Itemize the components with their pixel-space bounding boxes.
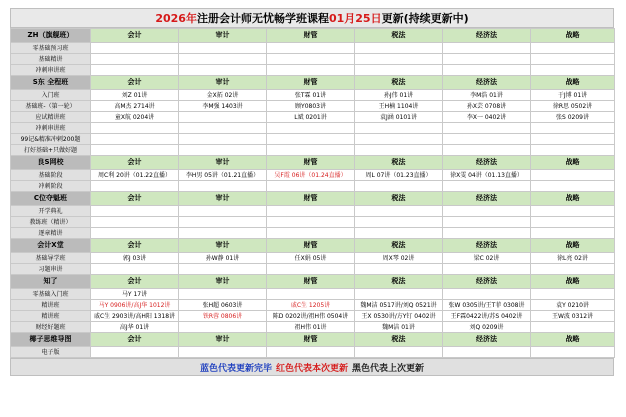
lesson-cell: [267, 206, 355, 217]
lesson-cell: [355, 54, 443, 65]
lesson-cell: 张H超 0603讲: [179, 300, 267, 311]
table-row: [11, 112, 615, 123]
subject-header: 经济法: [443, 275, 531, 289]
lesson-cell: 孙W静 01讲: [179, 253, 267, 264]
course-stage-label: 打好基础+只做好题: [11, 145, 91, 156]
subject-header: 会计: [91, 156, 179, 170]
schedule-sheet: [10, 8, 614, 412]
title-course-name: 注册会计师无忧畅学班课程: [196, 12, 329, 25]
lesson-cell: [355, 289, 443, 300]
lesson-cell: 马Y 17讲: [91, 289, 179, 300]
title-date: 01月25日: [328, 12, 382, 25]
section-header-row: [11, 239, 615, 253]
table-row: [11, 289, 615, 300]
lesson-cell: [531, 65, 615, 76]
legend-blue: 蓝色代表更新完毕: [199, 363, 272, 374]
lesson-cell: [443, 134, 531, 145]
lesson-cell: 马Y 0906讲/高J华 1012讲: [91, 300, 179, 311]
lesson-cell: [179, 322, 267, 333]
table-row: [11, 181, 615, 192]
table-row: [11, 90, 615, 101]
lesson-cell: [443, 228, 531, 239]
table-row: [11, 145, 615, 156]
lesson-cell: [355, 217, 443, 228]
provider-name: S东 全程班: [11, 76, 91, 90]
table-row: [11, 347, 615, 358]
provider-name: 良S网校: [11, 156, 91, 170]
lesson-cell: [531, 322, 615, 333]
subject-header: 财管: [267, 76, 355, 90]
subject-header: 税法: [355, 29, 443, 43]
title-year: 2026年: [155, 12, 197, 25]
legend-black: 黑色代表上次更新: [352, 363, 425, 374]
section-header-row: [11, 29, 615, 43]
course-stage-label: 基础精讲: [11, 54, 91, 65]
page-title: [10, 8, 614, 28]
course-stage-label: 冲刺串讲班: [11, 65, 91, 76]
lesson-cell: [443, 289, 531, 300]
legend-footer: [10, 358, 614, 376]
subject-header: 会计: [91, 239, 179, 253]
course-stage-label: 零基础入门班: [11, 289, 91, 300]
subject-header: 经济法: [443, 76, 531, 90]
lesson-cell: 徐L亮 02讲: [531, 253, 615, 264]
table-row: [11, 54, 615, 65]
lesson-cell: 张T霖 01讲: [267, 90, 355, 101]
lesson-cell: [179, 123, 267, 134]
lesson-cell: [179, 347, 267, 358]
lesson-cell: [531, 347, 615, 358]
lesson-cell: 祖H伟 01讲: [267, 322, 355, 333]
lesson-cell: 刘Z 01讲: [91, 90, 179, 101]
course-stage-label: 入门班: [11, 90, 91, 101]
subject-header: 税法: [355, 239, 443, 253]
lesson-cell: 王W波 0312讲: [531, 311, 615, 322]
section-header-row: [11, 156, 615, 170]
lesson-cell: [179, 43, 267, 54]
subject-header: 审计: [179, 192, 267, 206]
lesson-cell: [443, 181, 531, 192]
subject-header: 税法: [355, 156, 443, 170]
lesson-cell: [267, 54, 355, 65]
course-stage-label: 习题串讲: [11, 264, 91, 275]
course-stage-label: 精讲班: [11, 311, 91, 322]
lesson-cell: [91, 65, 179, 76]
table-row: [11, 322, 615, 333]
lesson-cell: [355, 123, 443, 134]
section-header-row: [11, 76, 615, 90]
lesson-cell: 周X琴 02讲: [355, 253, 443, 264]
lesson-cell: [179, 228, 267, 239]
table-row: [11, 134, 615, 145]
lesson-cell: 张S 0209讲: [531, 112, 615, 123]
subject-header: 税法: [355, 275, 443, 289]
provider-name: 知了: [11, 275, 91, 289]
lesson-cell: [531, 145, 615, 156]
lesson-cell: 袁Y 0210讲: [531, 300, 615, 311]
subject-header: 审计: [179, 156, 267, 170]
lesson-cell: 孙J伟 01讲: [355, 90, 443, 101]
lesson-cell: 李M浩 01讲: [443, 90, 531, 101]
lesson-cell: 徐R思 0502讲: [531, 101, 615, 112]
lesson-cell: 魏M洁 0517讲/刘Q 0521讲: [355, 300, 443, 311]
table-row: [11, 170, 615, 181]
course-stage-label: 零基础预习班: [11, 43, 91, 54]
subject-header: 财管: [267, 239, 355, 253]
lesson-cell: [267, 264, 355, 275]
lesson-cell: [91, 43, 179, 54]
lesson-cell: [91, 206, 179, 217]
legend-red: 红色代表本次更新: [275, 363, 348, 374]
lesson-cell: 陈D 0202讲/祖H伟 0504讲: [267, 311, 355, 322]
lesson-cell: [179, 217, 267, 228]
lesson-cell: [179, 181, 267, 192]
course-stage-label: 99记&精准冲刺200题: [11, 134, 91, 145]
subject-header: 会计: [91, 76, 179, 90]
subject-header: 审计: [179, 333, 267, 347]
course-stage-label: 逐章精讲: [11, 228, 91, 239]
lesson-cell: L斌 0201讲: [267, 112, 355, 123]
table-row: [11, 228, 615, 239]
table-row: [11, 123, 615, 134]
lesson-cell: [267, 217, 355, 228]
subject-header: 审计: [179, 239, 267, 253]
provider-name: 会计X堂: [11, 239, 91, 253]
lesson-cell: [531, 217, 615, 228]
lesson-cell: [91, 123, 179, 134]
course-stage-label: 电子版: [11, 347, 91, 358]
lesson-cell: 孙X芸 0708讲: [443, 101, 531, 112]
subject-header: 经济法: [443, 156, 531, 170]
lesson-cell: 魏M洁 01讲: [355, 322, 443, 333]
lesson-cell: 顾Y0803讲: [267, 101, 355, 112]
lesson-cell: [443, 54, 531, 65]
lesson-cell: [179, 54, 267, 65]
lesson-cell: [355, 181, 443, 192]
lesson-cell: 戚C生 1205讲: [267, 300, 355, 311]
subject-header: 财管: [267, 192, 355, 206]
course-stage-label: 应试精讲班: [11, 112, 91, 123]
lesson-cell: [531, 123, 615, 134]
subject-header: 经济法: [443, 333, 531, 347]
course-stage-label: 冲刺串讲班: [11, 123, 91, 134]
table-row: [11, 311, 615, 322]
lesson-cell: 袁J涵 0101讲: [355, 112, 443, 123]
lesson-cell: [91, 54, 179, 65]
subject-header: 经济法: [443, 192, 531, 206]
lesson-cell: [179, 65, 267, 76]
lesson-cell: [179, 145, 267, 156]
subject-header: 会计: [91, 192, 179, 206]
course-table: [10, 28, 615, 358]
lesson-cell: [531, 181, 615, 192]
lesson-cell: [531, 134, 615, 145]
course-stage-label: 基础阶段: [11, 170, 91, 181]
lesson-cell: [91, 217, 179, 228]
lesson-cell: [355, 145, 443, 156]
lesson-cell: [443, 65, 531, 76]
lesson-cell: [355, 206, 443, 217]
lesson-cell: 周L 07讲（01.23直播）: [355, 170, 443, 181]
subject-header: 财管: [267, 275, 355, 289]
course-stage-label: 基础导学班: [11, 253, 91, 264]
lesson-cell: 张W 0305讲/王T菲 0308讲: [443, 300, 531, 311]
lesson-cell: [179, 112, 267, 123]
subject-header: 财管: [267, 29, 355, 43]
lesson-cell: 于J博 01讲: [531, 90, 615, 101]
lesson-cell: [91, 134, 179, 145]
title-status: 更新(持续更新中): [381, 12, 469, 25]
lesson-cell: [443, 206, 531, 217]
lesson-cell: 吴F霞 06讲（01.24直播）: [267, 170, 355, 181]
lesson-cell: [443, 43, 531, 54]
subject-header: 税法: [355, 76, 443, 90]
course-stage-label: 冲刺阶段: [11, 181, 91, 192]
subject-header: 战略: [531, 192, 615, 206]
lesson-cell: [355, 347, 443, 358]
lesson-cell: 高J华 01讲: [91, 322, 179, 333]
subject-header: 审计: [179, 76, 267, 90]
lesson-cell: [91, 228, 179, 239]
lesson-cell: 周C利 20讲（01.22直播）: [91, 170, 179, 181]
lesson-cell: [91, 181, 179, 192]
lesson-cell: [179, 134, 267, 145]
lesson-cell: [531, 264, 615, 275]
course-stage-label: 基础班-（第一轮）: [11, 101, 91, 112]
subject-header: 会计: [91, 333, 179, 347]
lesson-cell: [355, 134, 443, 145]
lesson-cell: [91, 264, 179, 275]
course-stage-label: 教练班（精讲）: [11, 217, 91, 228]
lesson-cell: [267, 347, 355, 358]
lesson-cell: [267, 228, 355, 239]
table-row: [11, 264, 615, 275]
lesson-cell: [443, 347, 531, 358]
lesson-cell: 王F霖0422讲/苏S 0402讲: [443, 311, 531, 322]
lesson-cell: [355, 264, 443, 275]
course-stage-label: 财经好题班: [11, 322, 91, 333]
subject-header: 战略: [531, 76, 615, 90]
lesson-cell: [531, 289, 615, 300]
table-row: [11, 43, 615, 54]
lesson-cell: 郭J 03讲: [91, 253, 179, 264]
table-row: [11, 253, 615, 264]
table-row: [11, 65, 615, 76]
lesson-cell: [531, 206, 615, 217]
course-stage-label: 开学典礼: [11, 206, 91, 217]
lesson-cell: 徐X雯 04讲（01.13直播）: [443, 170, 531, 181]
section-header-row: [11, 333, 615, 347]
lesson-cell: [443, 264, 531, 275]
lesson-cell: 任X娟 05讲: [267, 253, 355, 264]
section-header-row: [11, 192, 615, 206]
table-row: [11, 101, 615, 112]
table-row: [11, 217, 615, 228]
subject-header: 会计: [91, 275, 179, 289]
subject-header: 战略: [531, 333, 615, 347]
subject-header: 财管: [267, 156, 355, 170]
lesson-cell: [267, 289, 355, 300]
lesson-cell: [179, 206, 267, 217]
lesson-cell: [355, 65, 443, 76]
lesson-cell: 童X航 0204讲: [91, 112, 179, 123]
lesson-cell: [355, 43, 443, 54]
lesson-cell: [267, 145, 355, 156]
lesson-cell: [267, 65, 355, 76]
lesson-cell: [355, 228, 443, 239]
lesson-cell: 王X 0530讲/方Y钉 0402讲: [355, 311, 443, 322]
subject-header: 经济法: [443, 29, 531, 43]
lesson-cell: [531, 54, 615, 65]
lesson-cell: [267, 43, 355, 54]
subject-header: 战略: [531, 239, 615, 253]
lesson-cell: [267, 181, 355, 192]
lesson-cell: 李X一 0402讲: [443, 112, 531, 123]
lesson-cell: 王H楠 1104讲: [355, 101, 443, 112]
lesson-cell: 金X拓 02讲: [179, 90, 267, 101]
provider-name: ZH（旗舰班）: [11, 29, 91, 43]
section-header-row: [11, 275, 615, 289]
subject-header: 经济法: [443, 239, 531, 253]
lesson-cell: [179, 264, 267, 275]
lesson-cell: 铁R蓉 0806讲: [179, 311, 267, 322]
lesson-cell: 戚C生 2903讲/高H阳 1318讲: [91, 311, 179, 322]
subject-header: 战略: [531, 275, 615, 289]
subject-header: 会计: [91, 29, 179, 43]
lesson-cell: 梁C 02讲: [443, 253, 531, 264]
lesson-cell: [267, 123, 355, 134]
lesson-cell: [267, 134, 355, 145]
lesson-cell: [531, 170, 615, 181]
subject-header: 税法: [355, 333, 443, 347]
lesson-cell: 刘Q 0209讲: [443, 322, 531, 333]
subject-header: 财管: [267, 333, 355, 347]
subject-header: 战略: [531, 29, 615, 43]
table-row: [11, 300, 615, 311]
subject-header: 审计: [179, 275, 267, 289]
lesson-cell: [443, 123, 531, 134]
lesson-cell: 李M强 1403讲: [179, 101, 267, 112]
lesson-cell: [531, 43, 615, 54]
lesson-cell: [91, 145, 179, 156]
course-stage-label: 精讲班: [11, 300, 91, 311]
provider-name: C位夺魁班: [11, 192, 91, 206]
subject-header: 审计: [179, 29, 267, 43]
lesson-cell: 高M杰 2714讲: [91, 101, 179, 112]
lesson-cell: [443, 145, 531, 156]
lesson-cell: 李H男 05讲（01.21直播）: [179, 170, 267, 181]
subject-header: 税法: [355, 192, 443, 206]
lesson-cell: [91, 347, 179, 358]
lesson-cell: [531, 228, 615, 239]
provider-name: 椰子思维导图: [11, 333, 91, 347]
lesson-cell: [443, 217, 531, 228]
subject-header: 战略: [531, 156, 615, 170]
table-row: [11, 206, 615, 217]
lesson-cell: [179, 289, 267, 300]
